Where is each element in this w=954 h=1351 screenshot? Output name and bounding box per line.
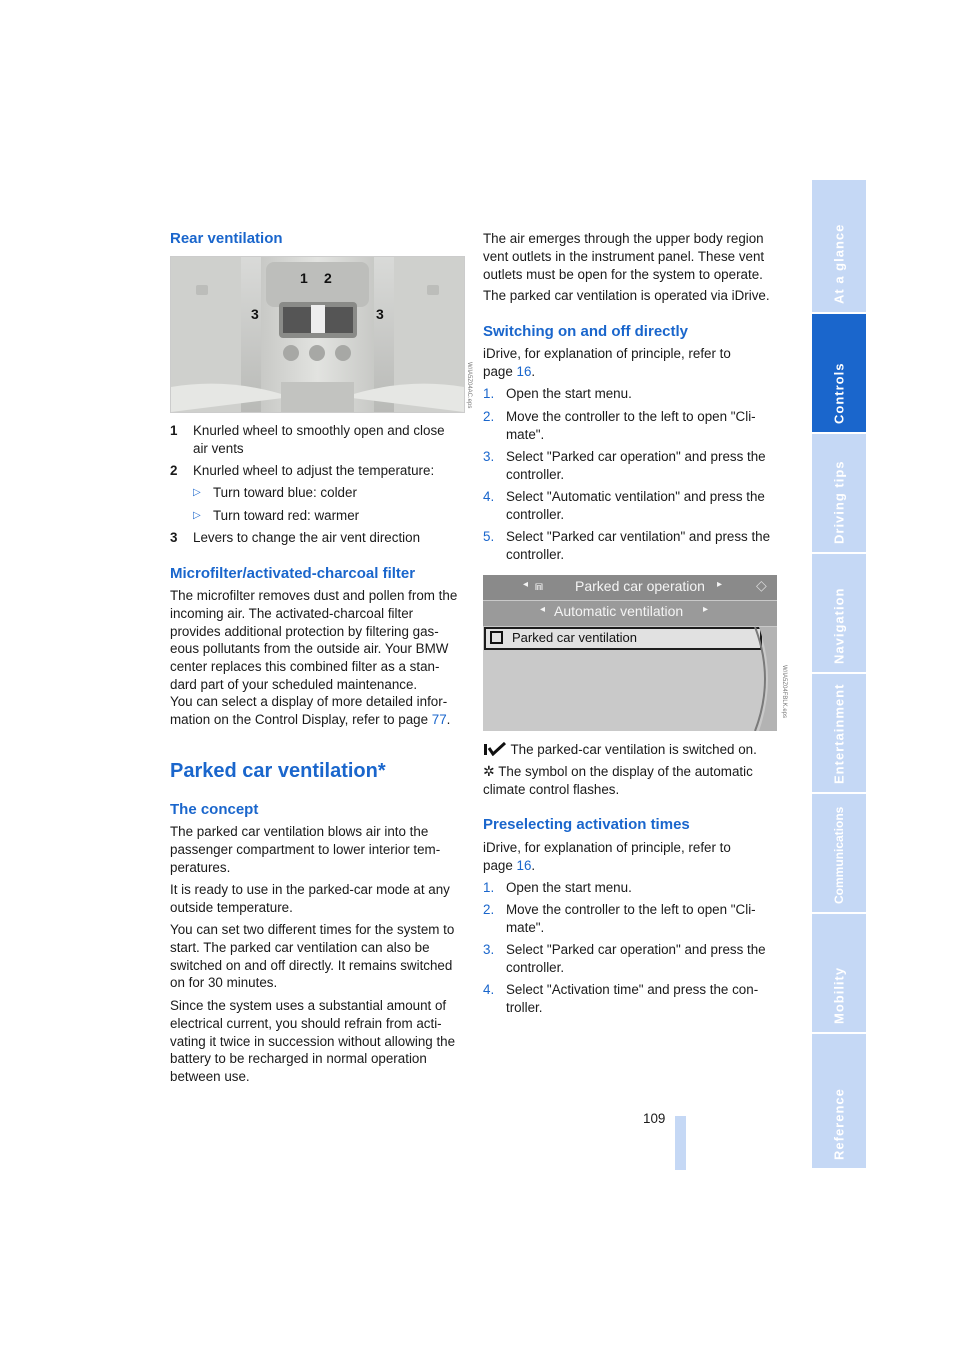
switching-heading: Switching on and off directly xyxy=(483,323,689,340)
switching-idrive-para: iDrive, for explanation of principle, refer to page 16. xyxy=(483,346,731,379)
triangle-bullet-icon: ▷ xyxy=(193,510,201,521)
page-number: 109 xyxy=(643,1111,666,1126)
check-on-icon xyxy=(483,742,507,756)
screen-left-arrow-icon: ◂ xyxy=(523,579,529,590)
screen-right-arrow-icon: ▸ xyxy=(717,579,723,590)
idrive-screen xyxy=(483,575,777,731)
page-link-77[interactable]: 77 xyxy=(431,711,447,727)
screen-right-arrow-icon: ▸ xyxy=(703,604,709,615)
tab-communications[interactable]: Communications xyxy=(812,794,866,912)
tab-driving-tips[interactable]: Driving tips xyxy=(812,434,866,552)
screen-scroll-icon: ◇ xyxy=(756,577,767,593)
concept-para-4: Since the system uses a substantial amount of electrical current, you should refrain from acti-vating it twice in succession without allowing the battery to be recharged in normal operation between use. xyxy=(170,998,456,1085)
photo-code: W/IA5Z04AC.eps xyxy=(466,362,472,409)
parked-car-ventilation-heading: Parked car ventilation* xyxy=(170,760,386,782)
fan-icon: ⩎ xyxy=(535,577,543,593)
rear-ventilation-heading: Rear ventilation xyxy=(170,230,283,247)
concept-para-2: It is ready to use in the parked-car mode at any outside temperature. xyxy=(170,882,450,915)
intro-para-2: The parked car ventilation is operated via iDrive. xyxy=(483,288,770,303)
page-link-16[interactable]: 16 xyxy=(516,857,532,873)
microfilter-display-para: You can select a display of more detailed infor-mation on the Control Display, refer to page 77. xyxy=(170,694,451,727)
triangle-bullet-icon: ▷ xyxy=(193,487,201,498)
section-tabs xyxy=(812,180,866,1168)
microfilter-heading: Microfilter/activated-charcoal filter xyxy=(170,565,416,582)
rear-vent-photo xyxy=(170,256,465,413)
screen-code: W/IA5Z04FBLK.eps xyxy=(781,665,787,719)
concept-para-3: You can set two different times for the system to start. The parked car ventilation can also be switched on and off directly. It remains switched on for 30 minutes. xyxy=(170,922,455,991)
page-bar xyxy=(675,1116,686,1170)
page-link-16[interactable]: 16 xyxy=(516,363,532,379)
screen-row-automatic-ventilation[interactable]: Automatic ventilation xyxy=(554,603,684,619)
checkbox-icon xyxy=(490,631,503,644)
tab-entertainment[interactable]: Entertainment xyxy=(812,674,866,792)
concept-heading: The concept xyxy=(170,801,259,818)
photo-label-2: 2 xyxy=(324,270,332,286)
status-flash-line: ✲ The symbol on the display of the automatic climate control flashes. xyxy=(483,763,753,797)
preselecting-idrive-para: iDrive, for explanation of principle, refer to page 16. xyxy=(483,840,731,873)
concept-para-1: The parked car ventilation blows air into the passenger compartment to lower interior tem-peratures. xyxy=(170,824,441,875)
status-on-line: The parked-car ventilation is switched on. xyxy=(483,741,777,759)
screen-row-parked-car-operation[interactable]: Parked car operation xyxy=(575,578,705,594)
tab-at-a-glance[interactable]: At a glance xyxy=(812,180,866,312)
photo-label-3-right: 3 xyxy=(376,306,384,322)
tab-navigation[interactable]: Navigation xyxy=(812,554,866,672)
photo-label-3-left: 3 xyxy=(251,306,259,322)
tab-mobility[interactable]: Mobility xyxy=(812,914,866,1032)
screen-row-parked-car-ventilation[interactable]: Parked car ventilation xyxy=(512,630,638,645)
tab-controls[interactable]: Controls xyxy=(812,314,866,432)
screen-left-arrow-icon: ◂ xyxy=(540,604,546,615)
fan-icon: ✲ xyxy=(483,763,495,779)
photo-label-1: 1 xyxy=(300,270,308,286)
microfilter-para: The microfilter removes dust and pollen from the incoming air. The activated-charcoal filter provides additional protection by filtering gas-eous pollutants from the outside air. Your BMW center replaces this combined filter as a stan-dard part of your scheduled maintenance. xyxy=(170,588,458,692)
intro-para-1: The air emerges through the upper body region vent outlets in the instrument panel. These vent outlets must be open for the system to operate. xyxy=(483,231,765,282)
preselecting-heading: Preselecting activation times xyxy=(483,816,690,833)
tab-reference[interactable]: Reference xyxy=(812,1034,866,1168)
